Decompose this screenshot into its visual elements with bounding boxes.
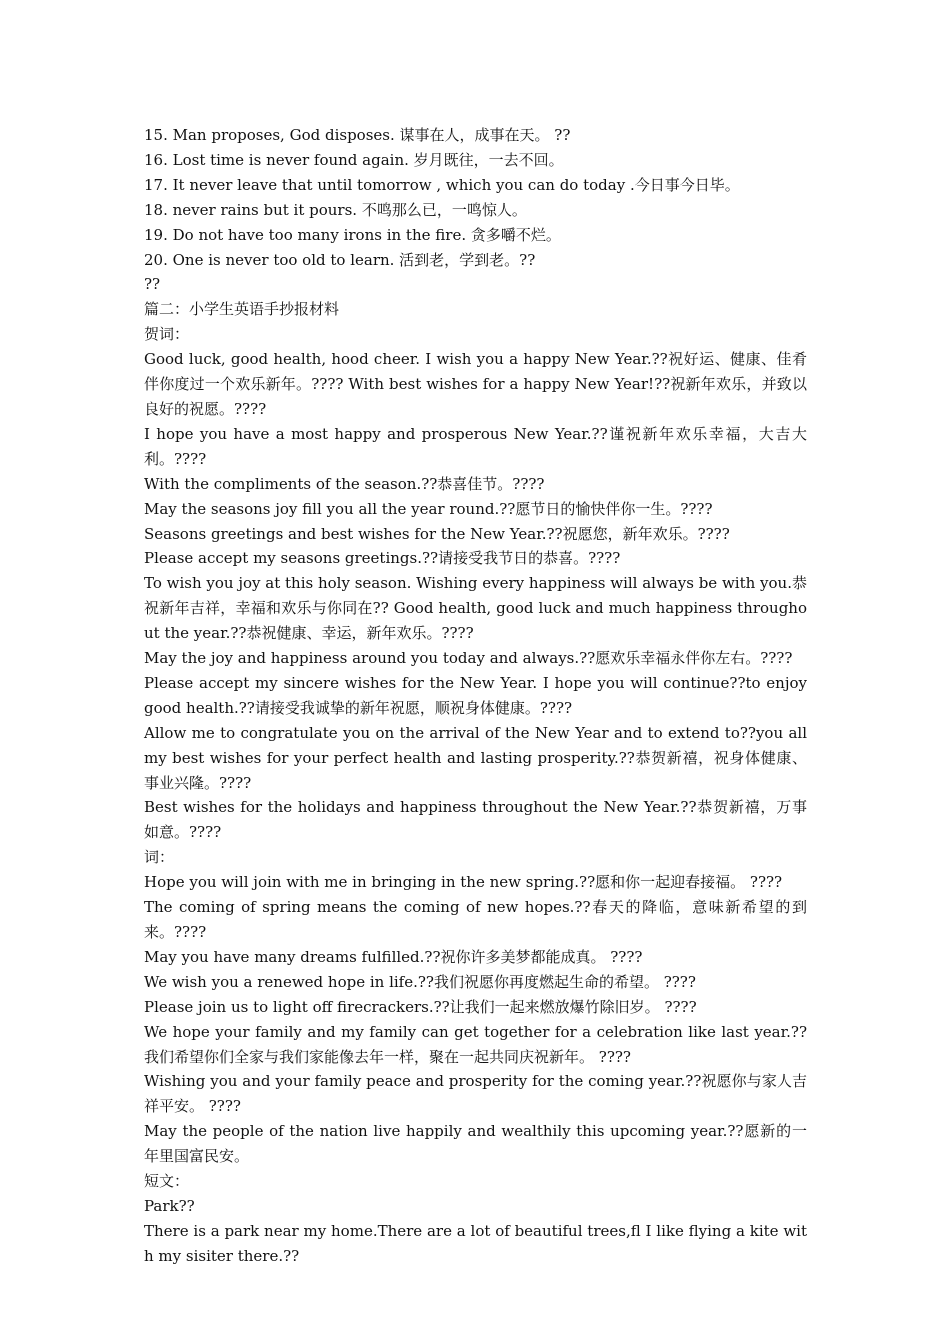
- words-paragraph: Please join us to light off firecrackers.??让我们一起来燃放爆竹除旧岁。 ????: [144, 997, 697, 1016]
- essay-title: Park??: [144, 1196, 195, 1215]
- words-paragraph: Wishing you and your family peace and prosperity for the coming year.??祝愿你与家人吉祥平安。 ????: [144, 1072, 807, 1116]
- greeting-paragraph: Allow me to congratulate you on the arrival of the New Year and to extend to??you all my best wishes for your perfect health and lasting prosperity.??恭贺新禧，祝身体健康、事业兴隆。????: [144, 723, 807, 792]
- words-paragraph: Hope you will join with me in bringing in the new spring.??愿和你一起迎春接福。 ????: [144, 873, 783, 892]
- greeting-paragraph: Please accept my seasons greetings.??请接受我节日的恭喜。????: [144, 549, 621, 568]
- greetings-heading: 贺词：: [144, 325, 190, 344]
- essay-heading: 短文：: [144, 1172, 190, 1191]
- greeting-paragraph: Please accept my sincere wishes for the New Year. I hope you will continue??to enjoy good health.??请接受我诚挚的新年祝愿，顺祝身体健康。????: [144, 673, 807, 717]
- greeting-paragraph: I hope you have a most happy and prosperous New Year.??谨祝新年欢乐幸福，大吉大利。????: [144, 424, 807, 468]
- greeting-paragraph: Best wishes for the holidays and happiness throughout the New Year.??恭贺新禧，万事如意。????: [144, 798, 807, 842]
- greeting-paragraph: Good luck, good health, hood cheer. I wish you a happy New Year.??祝好运、健康、佳肴伴你度过一个欢乐新年。???? With best wishes for a happy New Year!??祝新年欢乐，并致以良好的祝愿。????: [144, 350, 807, 418]
- greeting-paragraph: To wish you joy at this holy season. Wishing every happiness will always be with you.恭祝新年吉祥，幸福和欢乐与你同在?? Good health, good luck and much happiness throughout the year.??恭祝健康、幸运，新年欢乐。????: [144, 574, 807, 643]
- proverb-18: 18. never rains but it pours. 不鸣那么已，一鸣惊人。: [144, 200, 527, 219]
- greeting-paragraph: May the seasons joy fill you all the year round.??愿节日的愉快伴你一生。????: [144, 499, 713, 518]
- proverb-16: 16. Lost time is never found again. 岁月既往，一去不回。: [144, 150, 564, 169]
- essay-paragraph: There is a park near my home.There are a lot of beautiful trees,fl I like flying a kite with my sisiter there.??: [144, 1221, 807, 1265]
- words-paragraph: We wish you a renewed hope in life.??我们祝愿你再度燃起生命的希望。 ????: [144, 972, 696, 991]
- proverb-15: 15. Man proposes, God disposes. 谋事在人，成事在天。 ??: [144, 126, 571, 144]
- placeholder-line: ??: [144, 275, 161, 294]
- words-paragraph: May the people of the nation live happily and wealthily this upcoming year.??愿新的一年里国富民安。: [144, 1122, 807, 1166]
- words-paragraph: The coming of spring means the coming of new hopes.??春天的降临，意味新希望的到来。????: [144, 898, 807, 941]
- words-paragraph: We hope your family and my family can get together for a celebration like last year.??我们希望你们全家与我们家能像去年一样，聚在一起共同庆祝新年。 ????: [144, 1022, 807, 1066]
- proverb-19: 19. Do not have too many irons in the fire. 贪多嚼不烂。: [144, 225, 561, 244]
- greeting-paragraph: May the joy and happiness around you today and always.??愿欢乐幸福永伴你左右。????: [144, 649, 793, 668]
- words-heading: 词：: [144, 848, 175, 867]
- section-heading: 篇二：小学生英语手抄报材料: [144, 300, 340, 319]
- greeting-paragraph: With the compliments of the season.??恭喜佳节。????: [144, 474, 545, 493]
- words-paragraph: May you have many dreams fulfilled.??祝你许多美梦都能成真。 ????: [144, 947, 643, 966]
- greeting-paragraph: Seasons greetings and best wishes for the New Year.??祝愿您，新年欢乐。????: [144, 524, 730, 543]
- proverb-20: 20. One is never too old to learn. 活到老，学到老。??: [144, 250, 536, 269]
- document-page: [144, 123, 807, 1269]
- proverb-17: 17. It never leave that until tomorrow , which you can do today .今日事今日毕。: [144, 175, 740, 194]
